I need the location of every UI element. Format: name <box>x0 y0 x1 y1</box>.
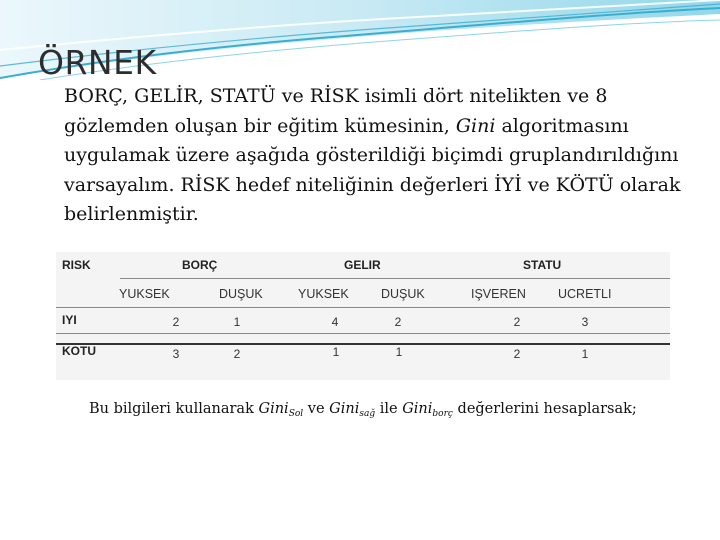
row-divider <box>56 333 670 334</box>
cell-iyi-statu-ucretli: 3 <box>581 315 589 329</box>
cell-kotu-gelir-dusuk: 1 <box>395 345 403 359</box>
calc-text-4: değerlerini hesaplarsak; <box>452 401 637 417</box>
header-statu: STATU <box>523 258 562 272</box>
subheader-borc-yuksek: YUKSEK <box>119 287 170 301</box>
subheader-statu-ucretli: UCRETLI <box>558 287 612 301</box>
calc-sub-borc: borç <box>432 409 453 419</box>
calc-text-2: ve <box>303 401 330 417</box>
cell-iyi-borc-dusuk: 1 <box>233 315 241 329</box>
header-borc: BORÇ <box>182 258 218 272</box>
subheader-gelir-dusuk: DUŞUK <box>381 287 425 301</box>
slide-title: ÖRNEK <box>38 43 157 82</box>
calc-gini-term-2: Gini <box>329 401 360 417</box>
cell-iyi-gelir-dusuk: 2 <box>394 315 402 329</box>
cell-kotu-statu-isveren: 2 <box>513 347 521 361</box>
subheader-statu-isveren: IŞVEREN <box>471 287 526 301</box>
intro-paragraph <box>64 82 704 230</box>
calc-gini-term-1: Gini <box>258 401 289 417</box>
cell-kotu-gelir-yuksek: 1 <box>332 345 340 359</box>
intro-text-2: algoritmasını uygulamak üzere aşağıda gösterildiği biçimdi gruplandırıldığını varsayalım. RİSK hedef niteliğinin değerleri İYİ ve KÖTÜ olarak belirlenmiştir. <box>64 114 681 225</box>
calc-gini-term-3: Gini <box>402 401 433 417</box>
row-label-iyi: IYI <box>62 313 77 327</box>
cell-kotu-borc-yuksek: 3 <box>172 347 180 361</box>
subheader-gelir-yuksek: YUKSEK <box>298 287 349 301</box>
row-label-kotu: KOTU <box>62 344 96 358</box>
calculation-note <box>89 399 649 425</box>
row-divider-thick <box>56 343 670 345</box>
calc-text-3: ile <box>375 401 403 417</box>
header-gelir: GELIR <box>344 258 381 272</box>
calc-sub-sag: sağ <box>359 409 376 419</box>
subheader-divider <box>56 307 670 308</box>
subheader-borc-dusuk: DUŞUK <box>219 287 263 301</box>
cell-kotu-statu-ucretli: 1 <box>581 347 589 361</box>
cell-iyi-borc-yuksek: 2 <box>172 315 180 329</box>
calc-text-1: Bu bilgileri kullanarak <box>89 401 259 417</box>
frequency-table <box>56 252 670 380</box>
header-risk: RISK <box>62 258 91 272</box>
cell-kotu-borc-dusuk: 2 <box>233 347 241 361</box>
cell-iyi-gelir-yuksek: 4 <box>331 315 339 329</box>
intro-gini-term: Gini <box>455 114 496 137</box>
intro-text-1: BORÇ, GELİR, STATÜ ve RİSK isimli dört nitelikten ve 8 gözlemden oluşan bir eğitim kümesinin, <box>64 85 608 137</box>
calc-sub-sol: Sol <box>288 409 304 419</box>
cell-iyi-statu-isveren: 2 <box>513 315 521 329</box>
header-divider <box>120 278 670 279</box>
